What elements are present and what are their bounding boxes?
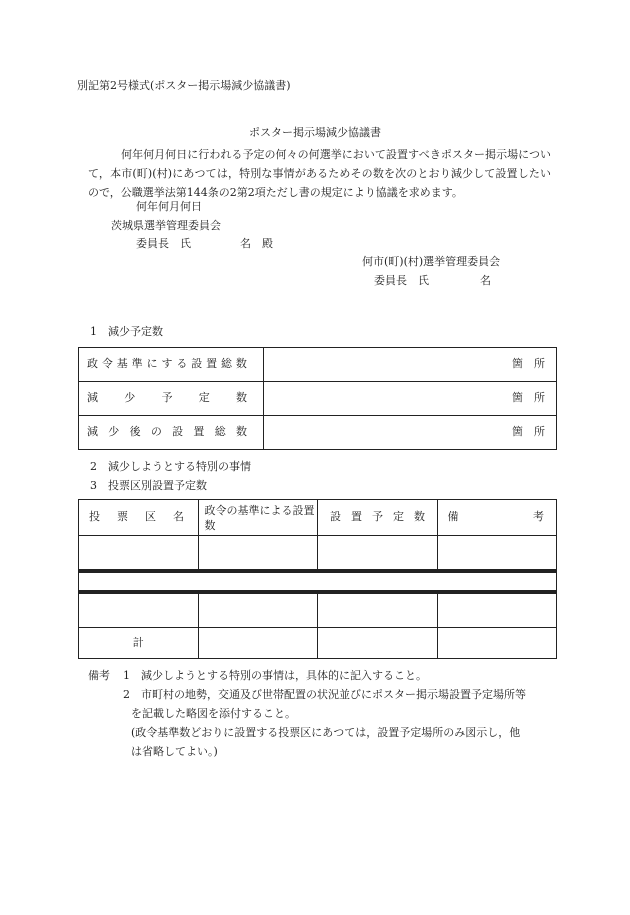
table-row xyxy=(79,348,557,382)
note-2-number: 2 xyxy=(123,688,130,701)
table-row xyxy=(79,416,557,450)
form-label: 別記第2号様式(ポスター掲示場減少協議書) xyxy=(77,79,291,92)
notes-heading: 備考 xyxy=(88,669,110,682)
row-value: 箇 所 xyxy=(264,416,557,450)
total-label: 計 xyxy=(79,628,199,659)
sender-name: 名 xyxy=(480,274,491,287)
row-value: 箇 所 xyxy=(264,382,557,416)
sender-org: 何市(町)(村)選挙管理委員会 xyxy=(362,255,501,268)
recipient-org: 茨城県選挙管理委員会 xyxy=(111,219,221,232)
header-precinct: 投 票 区 名 xyxy=(79,500,199,536)
table-row-gap xyxy=(79,571,557,592)
note-3-cont: は省略してよい。) xyxy=(131,745,218,758)
spread-label: 減 少 後 の 設 置 総 数 xyxy=(87,425,247,439)
date-line: 何年何月何日 xyxy=(136,200,202,213)
header-remarks: 備 考 xyxy=(437,500,557,536)
table-header-row xyxy=(79,500,557,536)
spread-label: 政 令 基 準 に す る 設 置 総 数 xyxy=(87,357,247,371)
request-paragraph xyxy=(88,145,551,202)
sender-chair: 委員長 氏 xyxy=(374,274,429,287)
table-row xyxy=(79,382,557,416)
note-2-cont: を記載した略図を添付すること。 xyxy=(131,707,296,720)
note-3: (政令基準数どおりに設置する投票区にあつては，設置予定場所のみ図示し，他 xyxy=(131,726,521,739)
header-standard-count: 政令の基準による設置数 xyxy=(198,500,318,536)
note-1-number: 1 xyxy=(123,669,130,682)
table-row xyxy=(79,592,557,628)
document-title: ポスター掲示場減少協議書 xyxy=(249,126,381,139)
row-value: 箇 所 xyxy=(264,348,557,382)
row-label xyxy=(79,382,264,416)
total-row xyxy=(79,628,557,659)
section-3-heading: 3 投票区別設置予定数 xyxy=(90,479,207,492)
spread-label: 減 少 予 定 数 xyxy=(87,391,247,405)
precinct-table xyxy=(78,499,557,659)
note-2: 市町村の地勢，交通及び世帯配置の状況並びにポスター掲示場設置予定場所等 xyxy=(141,688,526,701)
note-1: 減少しようとする特別の事情は，具体的に記入すること。 xyxy=(141,669,427,682)
row-label xyxy=(79,348,264,382)
header-planned-count: 設 置 予 定 数 xyxy=(318,500,438,536)
paragraph-text: 何年何月何日に行われる予定の何々の何選挙において設置すべきポスター掲示場について，本市(町)(村)にあつては，特別な事情があるためその数を次のとおり減少して設置したいので，公職選挙法第144条の2第2項ただし書の規定により協議を求めます。 xyxy=(88,148,551,199)
section-2-heading: 2 減少しようとする特別の事情 xyxy=(90,460,251,473)
row-label xyxy=(79,416,264,450)
recipient-name-suffix: 名 殿 xyxy=(240,237,273,250)
recipient-chair: 委員長 氏 xyxy=(136,237,191,250)
section-1-heading: 1 減少予定数 xyxy=(90,325,163,338)
table-row xyxy=(79,536,557,572)
reduction-table xyxy=(78,347,557,450)
